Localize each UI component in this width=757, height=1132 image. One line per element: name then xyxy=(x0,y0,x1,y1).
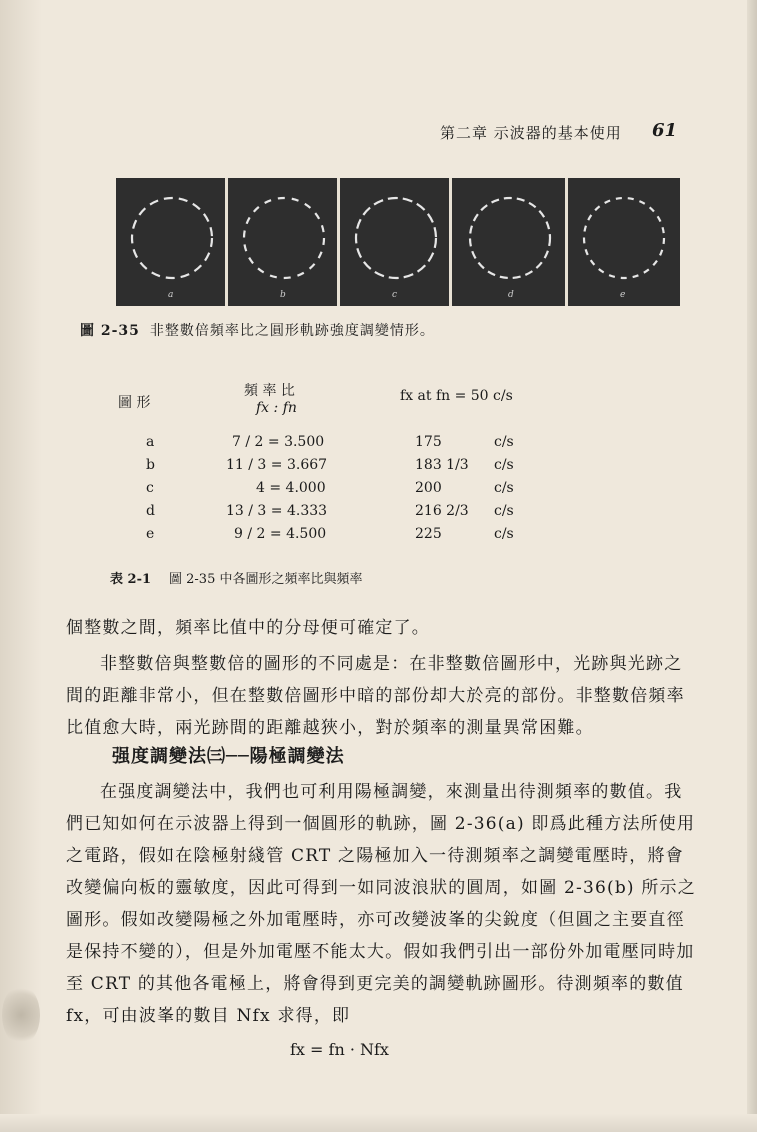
panel-label: e xyxy=(620,290,626,300)
section-heading: 强度調變法㈢──陽極調變法 xyxy=(112,746,345,767)
figure-number: 圖 2-35 xyxy=(80,323,140,339)
row-label: c xyxy=(146,480,154,496)
row-frequency: 200 xyxy=(415,480,442,496)
chapter-title: 第二章 示波器的基本使用 xyxy=(440,124,622,142)
table-number: 表 2-1 xyxy=(110,572,152,587)
row-frequency: 183 1/3 xyxy=(415,457,469,473)
body-paragraph-3 xyxy=(66,776,698,1032)
body-paragraph-1 xyxy=(66,612,698,644)
frequency-ratio-table xyxy=(110,378,570,548)
row-frequency: 175 xyxy=(415,434,442,450)
row-unit: c/s xyxy=(494,526,514,542)
figure-caption-text: 非整數倍頻率比之圓形軌跡強度調變情形。 xyxy=(149,323,435,339)
photo-panel-e xyxy=(568,178,680,306)
row-ratio: 11 / 3 = 3.667 xyxy=(226,457,328,473)
header-shape: 圖 形 xyxy=(118,395,151,411)
figure-caption xyxy=(80,320,435,340)
photo-panel-b xyxy=(228,178,340,306)
row-ratio: 13 / 3 = 4.333 xyxy=(226,503,328,519)
header-ratio: 頻 率 比 xyxy=(244,383,295,399)
header-ratio-symbols: fx : fn xyxy=(256,400,297,416)
row-ratio: 7 / 2 = 3.500 xyxy=(232,434,325,450)
row-frequency: 225 xyxy=(415,526,442,542)
row-ratio: 4 = 4.000 xyxy=(256,480,326,496)
paragraph-text: 個整數之間，頻率比值中的分母便可確定了。 xyxy=(66,618,430,638)
page-number: 61 xyxy=(652,120,678,141)
table-caption xyxy=(110,568,363,587)
row-unit: c/s xyxy=(494,480,514,496)
panel-label: b xyxy=(280,290,286,300)
row-frequency: 216 2/3 xyxy=(415,503,469,519)
paragraph-text: 非整數倍與整數倍的圖形的不同處是：在非整數倍圖形中，光跡與光跡之間的距離非常小，但在整數倍圖形中暗的部份却大於亮的部份。非整數倍頻率比值愈大時，兩光跡間的距離越狹小，對於頻率的測量異常困難。 xyxy=(66,654,685,738)
row-ratio: 9 / 2 = 4.500 xyxy=(234,526,327,542)
oscilloscope-photo-strip xyxy=(116,178,680,306)
paragraph-text: 在强度調變法中，我們也可利用陽極調變，來測量出待測頻率的數值。我們已知如何在示波器上得到一個圓形的軌跡，圖 2-36(a) 即爲此種方法所使用之電路，假如在陰極射綫管 CRT 之陽極加入一待測頻率之調變電壓時，將會改變偏向板的靈敏度，因此可得到一如同波浪狀的圓周，如圖 2-36(b) 所示之圖形。假如改變陽極之外加電壓時，亦可改變波峯的尖銳度（但圓之主要直徑是保持不變的），但是外加電壓不能太大。假如我們引出一部份外加電壓同時加至 CRT 的其他各電極上，將會得到更完美的調變軌跡圖形。待測頻率的數值 fx，可由波峯的數目 Nfx 求得，即 xyxy=(66,782,696,1026)
row-unit: c/s xyxy=(494,434,514,450)
formula: fx = fn · Nfx xyxy=(290,1040,389,1059)
row-label: a xyxy=(146,434,155,450)
panel-label: d xyxy=(508,290,514,300)
row-label: e xyxy=(146,526,155,542)
panel-label: c xyxy=(392,290,398,300)
gutter-shadow xyxy=(0,0,42,1132)
row-unit: c/s xyxy=(494,503,514,519)
table-caption-text: 圖 2-35 中各圖形之頻率比與頻率 xyxy=(169,572,363,587)
photo-panel-c xyxy=(340,178,452,306)
row-label: b xyxy=(146,457,155,473)
body-paragraph-2 xyxy=(66,648,698,744)
binding-hole xyxy=(2,985,40,1045)
running-header xyxy=(440,120,720,144)
photo-panel-d xyxy=(452,178,568,306)
header-frequency: fx at fn = 50 c/s xyxy=(400,388,513,404)
panel-label: a xyxy=(168,290,174,300)
page-bottom-shadow xyxy=(0,1114,757,1132)
photo-panel-a xyxy=(116,178,228,306)
row-label: d xyxy=(146,503,155,519)
row-unit: c/s xyxy=(494,457,514,473)
page-edge xyxy=(747,0,757,1132)
